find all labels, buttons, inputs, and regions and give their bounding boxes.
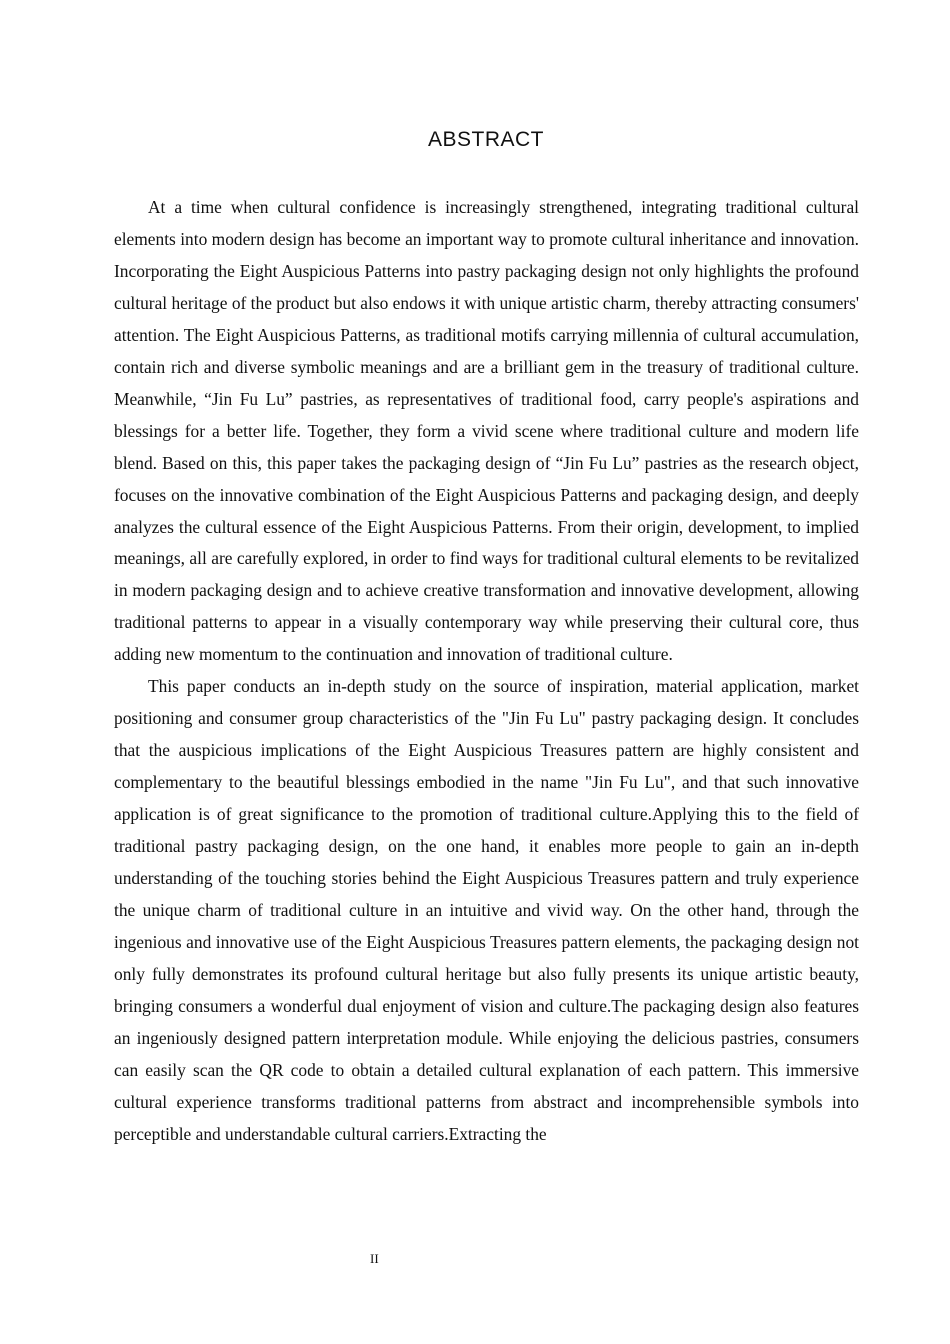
page-title: ABSTRACT	[427, 128, 544, 151]
abstract-body	[114, 192, 859, 1151]
abstract-paragraph-1: At a time when cultural confidence is increasingly strengthened, integrating traditional cultural elements into modern design has become an important way to promote cultural inheritance and innovation. Incorporating the Eight Auspicious Patterns into pastry packaging design not only highlights the profound cultural heritage of the product but also endows it with unique artistic charm, thereby attracting consumers' attention. The Eight Auspicious Patterns, as traditional motifs carrying millennia of cultural accumulation, contain rich and diverse symbolic meanings and are a brilliant gem in the treasury of traditional culture. Meanwhile, “Jin Fu Lu” pastries, as representatives of traditional food, carry people's aspirations and blessings for a better life. Together, they form a vivid scene where traditional culture and modern life blend. Based on this, this paper takes the packaging design of “Jin Fu Lu” pastries as the research object, focuses on the innovative combination of the Eight Auspicious Patterns and packaging design, and deeply analyzes the cultural essence of the Eight Auspicious Patterns. From their origin, development, to implied meanings, all are carefully explored, in order to find ways for traditional cultural elements to be revitalized in modern packaging design and to achieve creative transformation and innovative development, allowing traditional patterns to appear in a visually contemporary way while preserving their cultural core, thus adding new momentum to the continuation and innovation of traditional culture.	[114, 197, 859, 665]
abstract-paragraph-2: This paper conducts an in-depth study on the source of inspiration, material application, market positioning and consumer group characteristics of the "Jin Fu Lu" pastry packaging design. It concludes that the auspicious implications of the Eight Auspicious Treasures pattern are highly consistent and complementary to the beautiful blessings embodied in the name "Jin Fu Lu", and that such innovative application is of great significance to the promotion of traditional culture.Applying this to the field of traditional pastry packaging design, on the one hand, it enables more people to gain an in-depth understanding of the touching stories behind the Eight Auspicious Treasures pattern and truly experience the unique charm of traditional culture in an intuitive and vivid way. On the other hand, through the ingenious and innovative use of the Eight Auspicious Treasures pattern elements, the packaging design not only fully demonstrates its profound cultural heritage but also fully presents its unique artistic beauty, bringing consumers a wonderful dual enjoyment of vision and culture.The packaging design also features an ingeniously designed pattern interpretation module. While enjoying the delicious pastries, consumers can easily scan the QR code to obtain a detailed cultural explanation of each pattern. This immersive cultural experience transforms traditional patterns from abstract and incomprehensible symbols into perceptible and understandable cultural carriers.Extracting the	[114, 676, 859, 1144]
page-number: II	[370, 1251, 379, 1266]
